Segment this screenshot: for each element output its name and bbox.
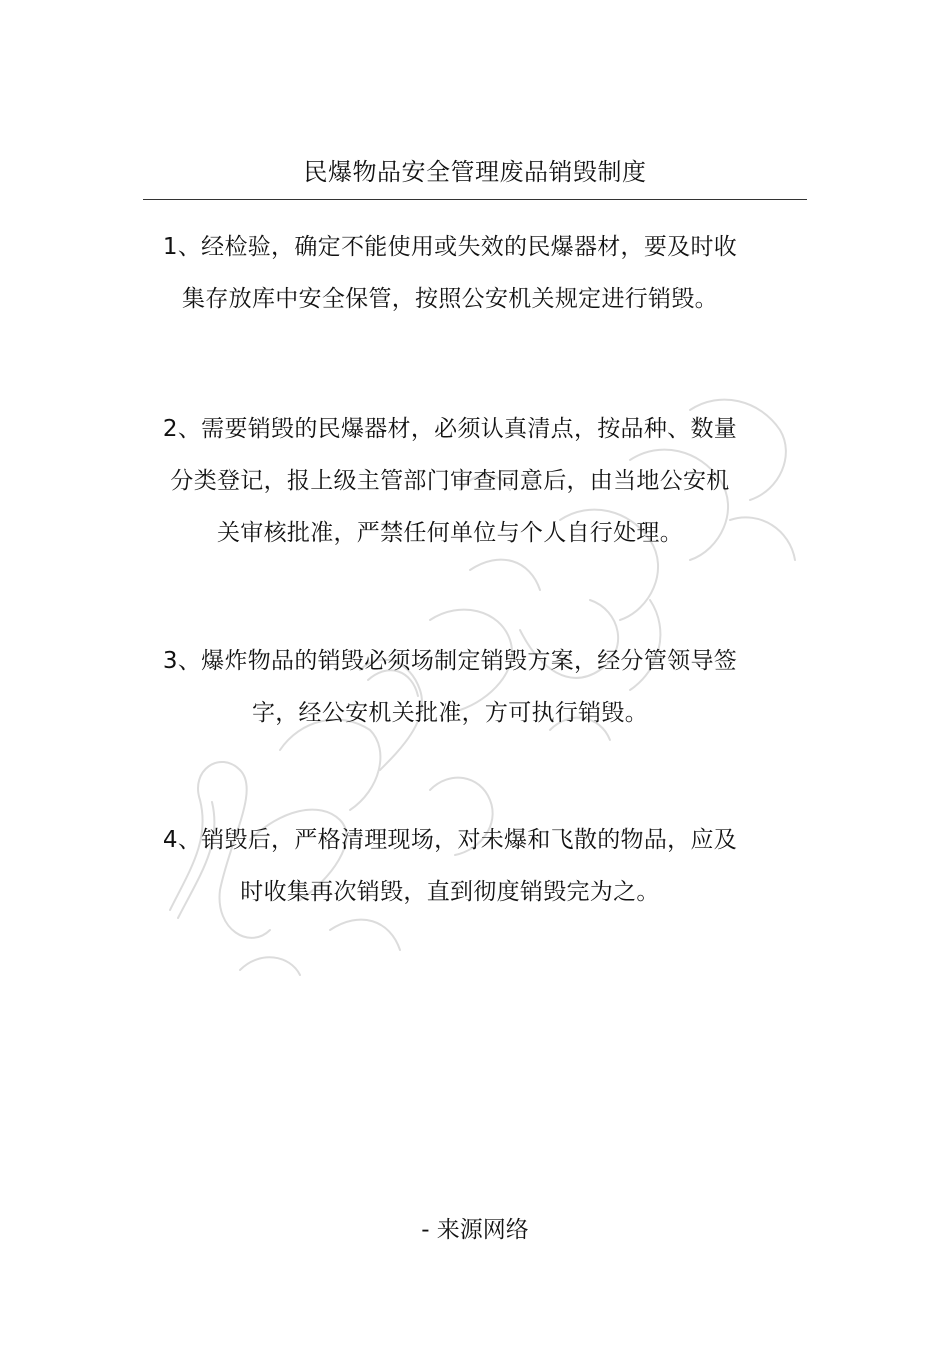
paragraph-line: 4、销毁后，严格清理现场，对未爆和飞散的物品，应及 xyxy=(162,827,738,853)
paragraph-1 xyxy=(140,221,760,325)
paragraph-line: 1、经检验，确定不能使用或失效的民爆器材，要及时收 xyxy=(162,234,738,260)
document-title: 民爆物品安全管理废品销毁制度 xyxy=(303,158,647,186)
paragraph-2 xyxy=(140,403,760,559)
paragraph-line: 字，经公安机关批准，方可执行销毁。 xyxy=(251,700,649,726)
paragraph-4 xyxy=(140,814,760,918)
paragraph-line: 关审核批准，严禁任何单位与个人自行处理。 xyxy=(217,520,683,546)
paragraph-3 xyxy=(140,635,760,739)
paragraph-line: 2、需要销毁的民爆器材，必须认真清点，按品种、数量 xyxy=(162,416,738,442)
paragraph-line: 3、爆炸物品的销毁必须场制定销毁方案，经分管领导签 xyxy=(162,648,738,674)
paragraph-line: 时收集再次销毁，直到彻度销毁完为之。 xyxy=(240,879,660,905)
page-footer: - 来源网络 xyxy=(421,1217,529,1243)
title-divider xyxy=(143,199,807,200)
paragraph-line: 集存放库中安全保管，按照公安机关规定进行销毁。 xyxy=(182,286,718,312)
paragraph-line: 分类登记，报上级主管部门审查同意后，由当地公安机 xyxy=(170,468,730,494)
